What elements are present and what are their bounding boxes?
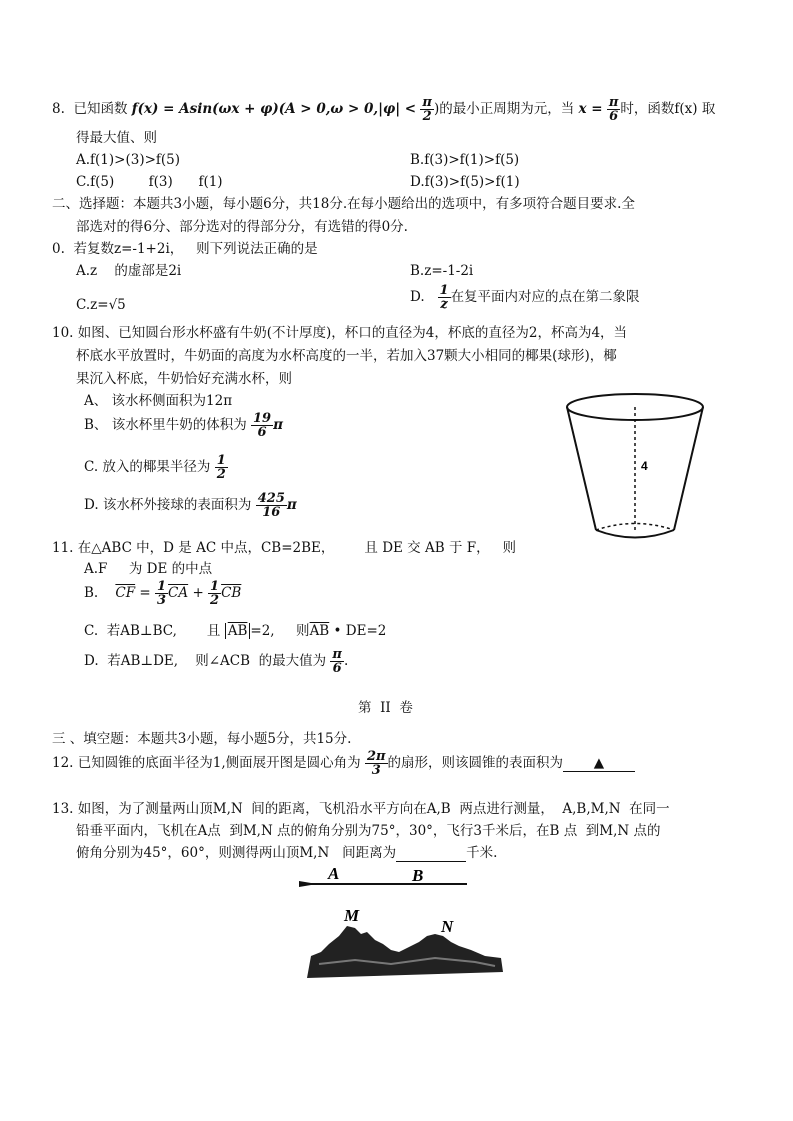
- q11-option-c-part3: • DE=2: [329, 623, 387, 639]
- section2-heading-line2: 部选对的得6分、部分选对的得部分分，有选错的得0分.: [76, 219, 408, 235]
- q11-option-d: [84, 648, 348, 675]
- q8-stem-prefix: 已知函数: [73, 101, 128, 117]
- q11-pi-over-6: $\frac{\pi}{6}$: [332, 647, 342, 676]
- cup-left-side: [567, 407, 596, 530]
- q10-c-fraction: $\frac{1}{2}$: [216, 453, 226, 482]
- q11-vector-cf: $\overline{CF}$: [115, 585, 136, 601]
- q11-option-b: [84, 580, 241, 607]
- mountain-silhouette: [307, 926, 503, 978]
- q12-line: [52, 750, 635, 777]
- q10-line2: 杯底水平放置时，牛奶面的高度为水杯高度的一半，若加入37颗大小相同的椰果(球形)，椰: [76, 348, 617, 364]
- q10-option-d: [84, 492, 297, 519]
- q9-option-c: C.z=√5: [76, 297, 126, 313]
- q8-option-d: D.f(3)>f(5)>f(1): [410, 174, 520, 190]
- point-b-label: B: [412, 866, 424, 885]
- q10-option-c-text: C. 放入的椰果半径为: [84, 459, 211, 475]
- q13-line3-text: 俯角分别为45°，60°，则测得两山顶M,N 间距离为: [76, 845, 397, 861]
- q11-one-half: $\frac{1}{2}$: [210, 579, 220, 608]
- q8-pi-over-6: $\frac{\pi}{6}$: [608, 95, 619, 124]
- q8-option-a: A.f(1)>(3)>f(5): [76, 152, 181, 168]
- q13-unit: 千米.: [466, 845, 498, 861]
- cup-height-label: 4: [641, 459, 648, 473]
- q9-option-a: A.z 的虚部是2i: [76, 263, 182, 279]
- cup-bottom-front: [596, 530, 674, 538]
- q11-option-c-part1: C. 若AB⊥BC, 且: [84, 623, 221, 639]
- q13-line2: 铅垂平面内，飞机在A点 到M,N 点的俯角分别为75°，30°，飞行3千米后，在B 点 到M,N 点的: [76, 823, 661, 839]
- plane-marker: [299, 881, 317, 887]
- q12-stem-prefix: 12. 已知圆锥的底面半径为1,侧面展开图是圆心角为: [52, 755, 361, 771]
- q11-option-c: [84, 623, 386, 639]
- q10-option-c: [84, 454, 228, 481]
- q11-vector-cb: $\overline{CB}$: [221, 585, 242, 601]
- q11-option-b-label: B.: [84, 585, 99, 601]
- q10-line3: 果沉入杯底，牛奶恰好充满水杯，则: [76, 371, 292, 387]
- q8-line2: 得最大值、则: [76, 130, 157, 146]
- q11-one-third: $\frac{1}{3}$: [157, 579, 167, 608]
- q11-vector-ca: $\overline{CA}$: [168, 585, 189, 601]
- q10-option-d-text: D. 该水杯外接球的表面积为: [84, 497, 252, 513]
- q11-plus: +: [192, 585, 204, 601]
- q9-option-d-label: D.: [410, 289, 425, 305]
- q8-line1: [52, 96, 715, 123]
- q10-line1: 10. 如图、已知圆台形水杯盛有牛奶(不计厚度)，杯口的直径为4，杯底的直径为2，杯高为4，当: [52, 325, 628, 341]
- q12-answer-blank[interactable]: [563, 755, 635, 772]
- q10-d-pi: π: [286, 497, 297, 513]
- q9-option-d: [410, 284, 640, 311]
- q12-angle-fraction: $\frac{2\pi}{3}$: [366, 749, 386, 778]
- q10-b-pi: π: [273, 417, 283, 433]
- q9-option-b: B.z=-1-2i: [410, 263, 474, 279]
- q9-one-over-z: $\frac{1}{z}$: [439, 283, 449, 312]
- volume-2-heading: 第 II 卷: [358, 700, 413, 716]
- q12-triangle-mark: ▲: [593, 755, 605, 771]
- q11-stem: 11. 在△ABC 中，D 是 AC 中点，CB=2BE， 且 DE 交 AB 于 F， 则: [52, 540, 516, 556]
- q11-period: .: [343, 653, 349, 669]
- q11-vector-ab: $\overline{AB}$: [309, 623, 330, 639]
- point-a-label: A: [328, 864, 340, 883]
- section3-heading: 三 、填空题：本题共3小题，每小题5分，共15分.: [52, 731, 352, 747]
- mountain-figure: [295, 860, 510, 982]
- q11-option-d-text: D. 若AB⊥DE, 则∠ACB 的最大值为: [84, 653, 327, 669]
- q8-stem-mid: )的最小正周期为元，当: [433, 101, 575, 117]
- q11-abs-ab: $\overline{AB}$: [225, 623, 251, 639]
- q11-equals: =: [139, 585, 151, 601]
- peak-m-label: M: [344, 906, 360, 925]
- q10-option-a: A、 该水杯侧面积为12π: [84, 393, 233, 409]
- q8-option-c: C.f(5) f(3) f(1): [76, 174, 223, 190]
- q8-number: 8.: [52, 101, 65, 117]
- q10-option-b: [84, 412, 283, 439]
- q12-stem-post: 的扇形，则该圆锥的表面积为: [387, 755, 563, 771]
- q11-option-c-part2: =2, 则: [250, 623, 310, 639]
- cup-right-side: [674, 407, 703, 530]
- q10-option-b-text: B、 该水杯里牛奶的体积为: [84, 417, 247, 433]
- q11-option-a: A.F 为 DE 的中点: [84, 561, 213, 577]
- q8-x-eq: x =: [578, 101, 603, 117]
- q10-b-fraction: $\frac{19}{6}$: [253, 411, 272, 440]
- peak-n-label: N: [441, 917, 454, 936]
- section2-heading-line1: 二、选择题：本题共3小题，每小题6分，共18分.在每小题给出的选项中，有多项符合题目要求.全: [52, 196, 635, 212]
- q13-line1: 13. 如图，为了测量两山顶M,N 间的距离，飞机沿水平方向在A,B 两点进行测量， A,B,M,N 在同一: [52, 801, 670, 817]
- q8-stem-post: 时，函数f(x) 取: [620, 101, 716, 117]
- cup-figure: [560, 385, 710, 550]
- q8-function: f(x) = Asin(ωx + φ)(A > 0,ω > 0,|φ| <: [131, 101, 417, 117]
- q9-stem: 0. 若复数z=-1+2i， 则下列说法正确的是: [52, 241, 318, 257]
- q10-d-fraction: $\frac{425}{16}$: [257, 491, 285, 520]
- q9-option-d-text: 在复平面内对应的点在第二象限: [450, 289, 640, 305]
- q8-option-b: B.f(3)>f(1)>f(5): [410, 152, 520, 168]
- q8-pi-over-2: $\frac{\pi}{2}$: [422, 95, 432, 124]
